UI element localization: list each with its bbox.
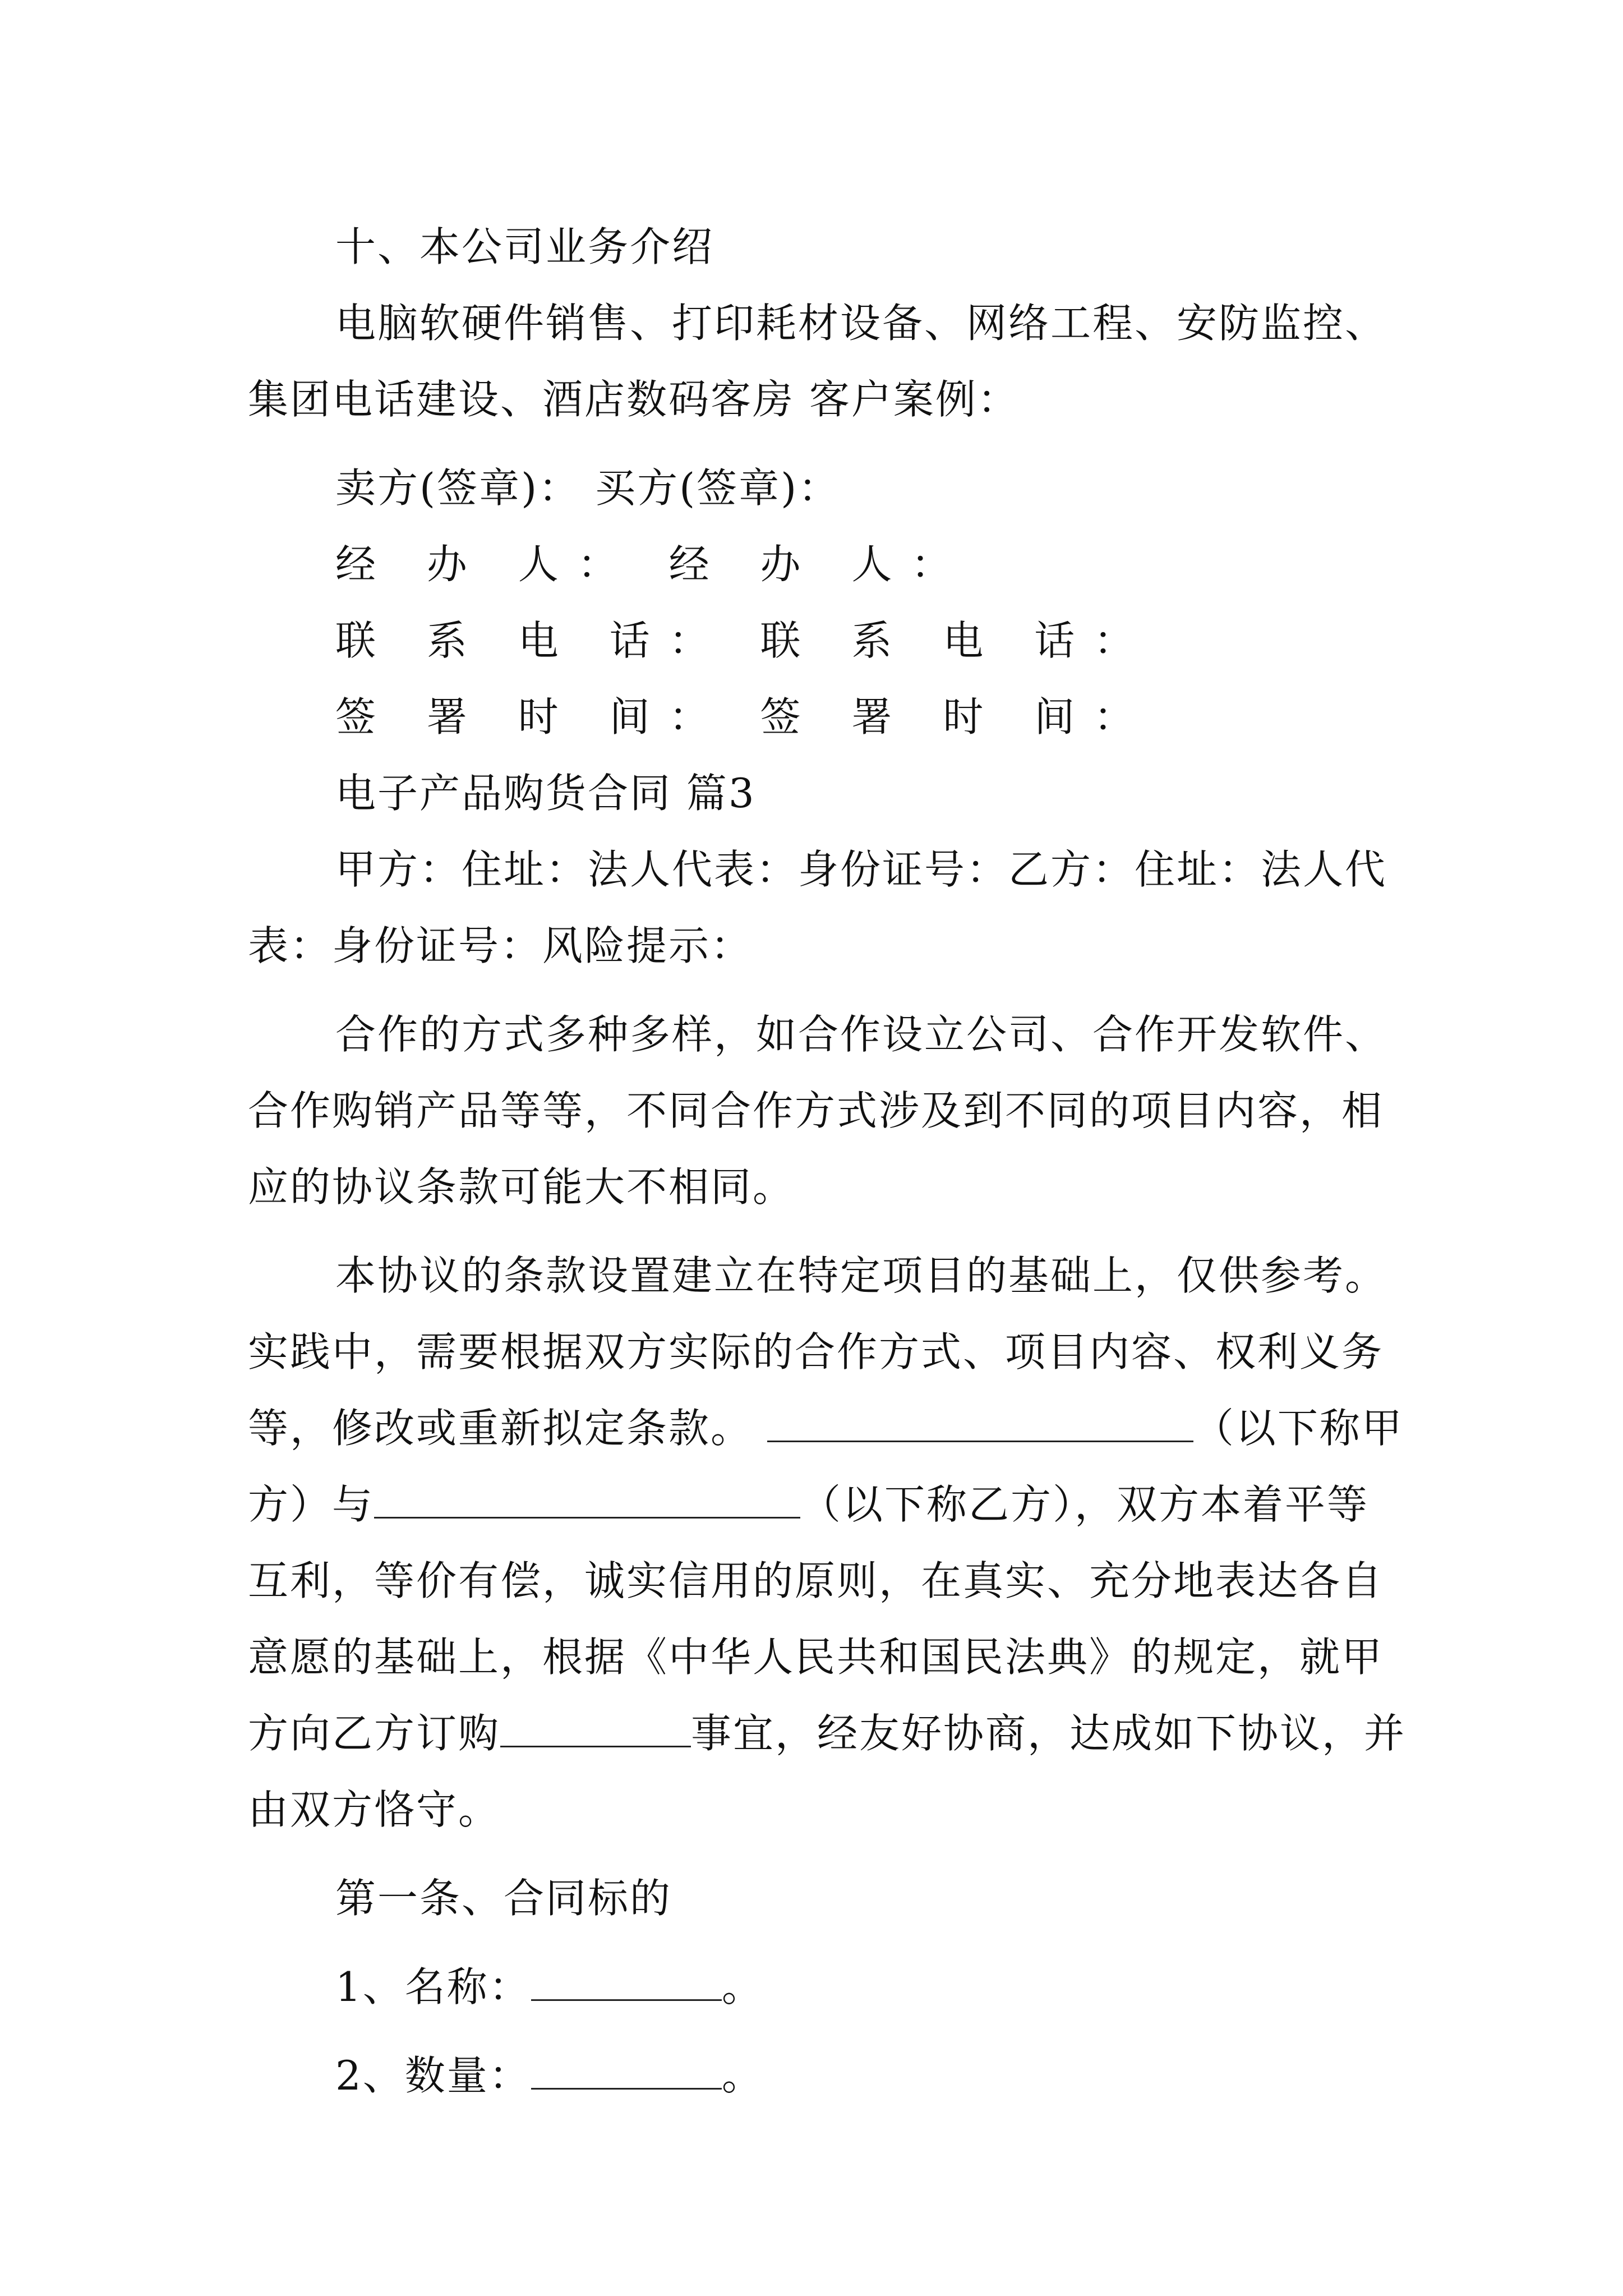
item-quantity-blank bbox=[531, 2054, 722, 2090]
preamble-text-1: 本协议的条款设置建立在特定项目的基础上，仅供参考。实践中，需要根据双方实际的合作方式、项目内容、权利义务等，修改或重新拟定条款。 bbox=[248, 1252, 1387, 1452]
document-body bbox=[248, 209, 1409, 2114]
preamble-text-2: （以下称甲方）与 bbox=[248, 1405, 1404, 1528]
signing-date-line: 签 署 时 间： 签 署 时 间： bbox=[335, 693, 1154, 740]
preamble-text-4: 事宜，经友好协商，达成如下协议，并由双方恪守。 bbox=[248, 1710, 1407, 1833]
parties-info: 甲方：住址：法人代表：身份证号：乙方：住址：法人代表：身份证号：风险提示： bbox=[248, 846, 1387, 969]
phone-line: 联 系 电 话： 联 系 电 话： bbox=[335, 617, 1154, 664]
article-one-heading: 第一条、合同标的 bbox=[335, 1875, 672, 1922]
handler-line: 经 办 人： 经 办 人： bbox=[335, 541, 971, 588]
item-quantity-period: 。 bbox=[721, 2052, 764, 2099]
agreement-preamble bbox=[248, 1237, 1409, 1848]
item-quantity-line bbox=[248, 2037, 1409, 2114]
preamble-text-3: （以下称乙方），双方本着平等互利，等价有偿，诚实信用的原则，在真实、充分地表达各自意愿的基础上，根据《中华人民共和国民法典》的规定，就甲方向乙方订购 bbox=[248, 1481, 1384, 1757]
item-name-blank bbox=[531, 1966, 722, 2001]
contract-title: 电子产品购货合同 篇3 bbox=[335, 770, 756, 817]
party-a-blank bbox=[767, 1407, 1193, 1442]
section-heading: 十、本公司业务介绍 bbox=[335, 223, 714, 270]
party-b-blank bbox=[374, 1483, 800, 1519]
item-name-period: 。 bbox=[721, 1963, 764, 2010]
signature-line: 卖方(签章)： 买方(签章)： bbox=[335, 464, 841, 512]
item-name-label: 1、名称： bbox=[335, 1963, 531, 2010]
product-blank bbox=[500, 1712, 691, 1747]
business-description: 电脑软硬件销售、打印耗材设备、网络工程、安防监控、集团电话建设、酒店数码客房 客户案例： bbox=[248, 300, 1387, 423]
item-quantity-label: 2、数量： bbox=[335, 2052, 531, 2099]
item-name-line bbox=[248, 1949, 1409, 2025]
risk-note-paragraph: 合作的方式多种多样，如合作设立公司、合作开发软件、合作购销产品等等，不同合作方式涉及到不同的项目内容，相应的协议条款可能大不相同。 bbox=[248, 1011, 1387, 1211]
